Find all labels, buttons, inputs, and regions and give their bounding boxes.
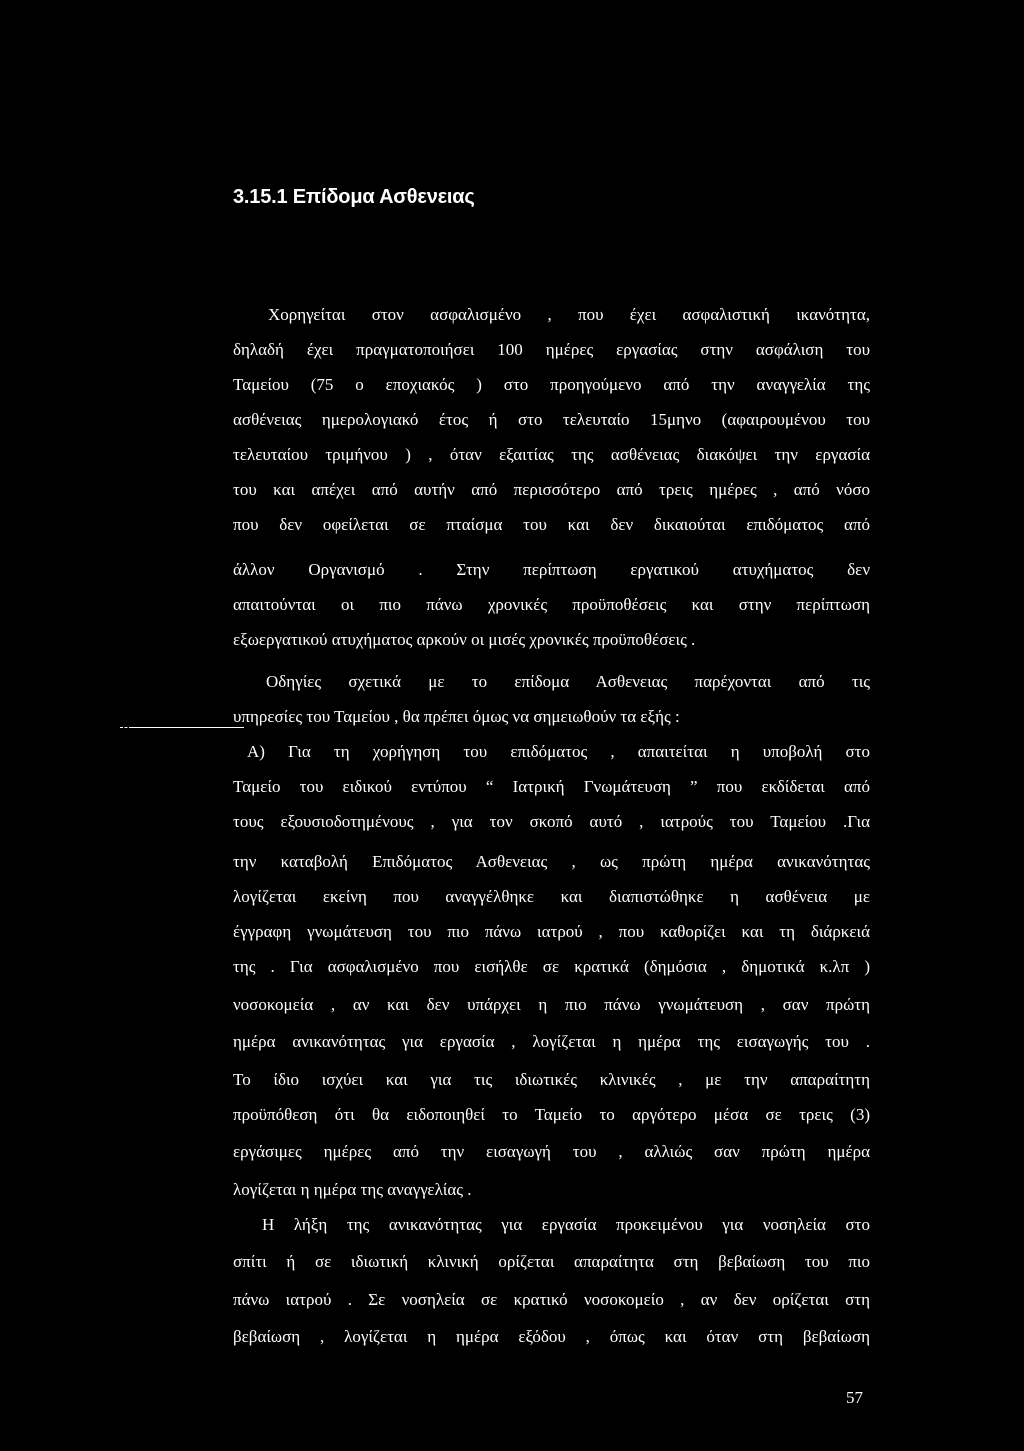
text-line: νοσοκομεία , αν και δεν υπάρχει η πιο πάνω γνωμάτευση , σαν πρώτη: [233, 995, 870, 1014]
text-line: προϋπόθεση ότι θα ειδοποιηθεί το Ταμείο το αργότερο μέσα σε τρεις (3): [233, 1105, 870, 1124]
text-line: που δεν οφείλεται σε πταίσμα του και δεν δικαιούται επιδόματος από: [233, 515, 870, 534]
text-line: Α) Για τη χορήγηση του επιδόματος , απαιτείται η υποβολή στο: [247, 742, 870, 761]
text-line: ημέρα ανικανότητας για εργασία , λογίζεται η ημέρα της εισαγωγής του .: [233, 1032, 870, 1051]
section-heading: 3.15.1 Επίδομα Ασθενειας: [233, 186, 475, 208]
text-line: εργάσιμες ημέρες από την εισαγωγή του , αλλιώς σαν πρώτη ημέρα: [233, 1142, 870, 1161]
text-line: Χορηγείται στον ασφαλισμένο , που έχει ασφαλιστική ικανότητα,: [268, 305, 870, 324]
text-line: Η λήξη της ανικανότητας για εργασία προκειμένου για νοσηλεία στο: [262, 1215, 870, 1234]
text-line: της . Για ασφαλισμένο που εισήλθε σε κρατικά (δημόσια , δημοτικά κ.λπ ): [233, 957, 870, 976]
page-number: 57: [846, 1388, 863, 1407]
text-line: Το ίδιο ισχύει και για τις ιδιωτικές κλινικές , με την απαραίτητη: [233, 1070, 870, 1089]
text-line: του και απέχει από αυτήν από περισσότερο από τρεις ημέρες , από νόσο: [233, 480, 870, 499]
text-line: λογίζεται η ημέρα της αναγγελίας .: [233, 1180, 472, 1199]
text-line: τους εξουσιοδοτημένους , για τον σκοπό αυτό , ιατρούς του Ταμείου .Για: [233, 812, 870, 831]
text-line: βεβαίωση , λογίζεται η ημέρα εξόδου , όπως και όταν στη βεβαίωση: [233, 1327, 870, 1346]
text-line: ασθένειας ημερολογιακό έτος ή στο τελευταίο 15μηνο (αφαιρουμένου του: [233, 410, 870, 429]
text-line: πάνω ιατρού . Σε νοσηλεία σε κρατικό νοσοκομείο , αν δεν ορίζεται στη: [233, 1290, 870, 1309]
underline-rule: [132, 727, 244, 728]
margin-dash-rule: [120, 727, 132, 729]
text-line: υπηρεσίες του Ταμείου , θα πρέπει όμως να σημειωθούν τα εξής :: [233, 707, 680, 726]
text-line: σπίτι ή σε ιδιωτική κλινική ορίζεται απαραίτητα στη βεβαίωση του πιο: [233, 1252, 870, 1271]
text-line: τελευταίου τριμήνου ) , όταν εξαιτίας της ασθένειας διακόψει την εργασία: [233, 445, 870, 464]
text-line: άλλον Οργανισμό . Στην περίπτωση εργατικού ατυχήματος δεν: [233, 560, 870, 579]
text-line: έγγραφη γνωμάτευση του πιο πάνω ιατρού , που καθορίζει και τη διάρκειά: [233, 922, 870, 941]
text-line: Ταμείου (75 ο εποχιακός ) στο προηγούμενο από την αναγγελία της: [233, 375, 870, 394]
text-line: λογίζεται εκείνη που αναγγέλθηκε και διαπιστώθηκε η ασθένεια με: [233, 887, 870, 906]
text-line: εξωεργατικού ατυχήματος αρκούν οι μισές χρονικές προϋποθέσεις .: [233, 630, 696, 649]
text-line: Ταμείο του ειδικού εντύπου “ Ιατρική Γνωμάτευση ” που εκδίδεται από: [233, 777, 870, 796]
text-line: απαιτούνται οι πιο πάνω χρονικές προϋποθέσεις και στην περίπτωση: [233, 595, 870, 614]
text-line: την καταβολή Επιδόματος Ασθενειας , ως πρώτη ημέρα ανικανότητας: [233, 852, 870, 871]
text-line: Οδηγίες σχετικά με το επίδομα Ασθενειας παρέχονται από τις: [266, 672, 870, 691]
text-line: δηλαδή έχει πραγματοποιήσει 100 ημέρες εργασίας στην ασφάλιση του: [233, 340, 870, 359]
